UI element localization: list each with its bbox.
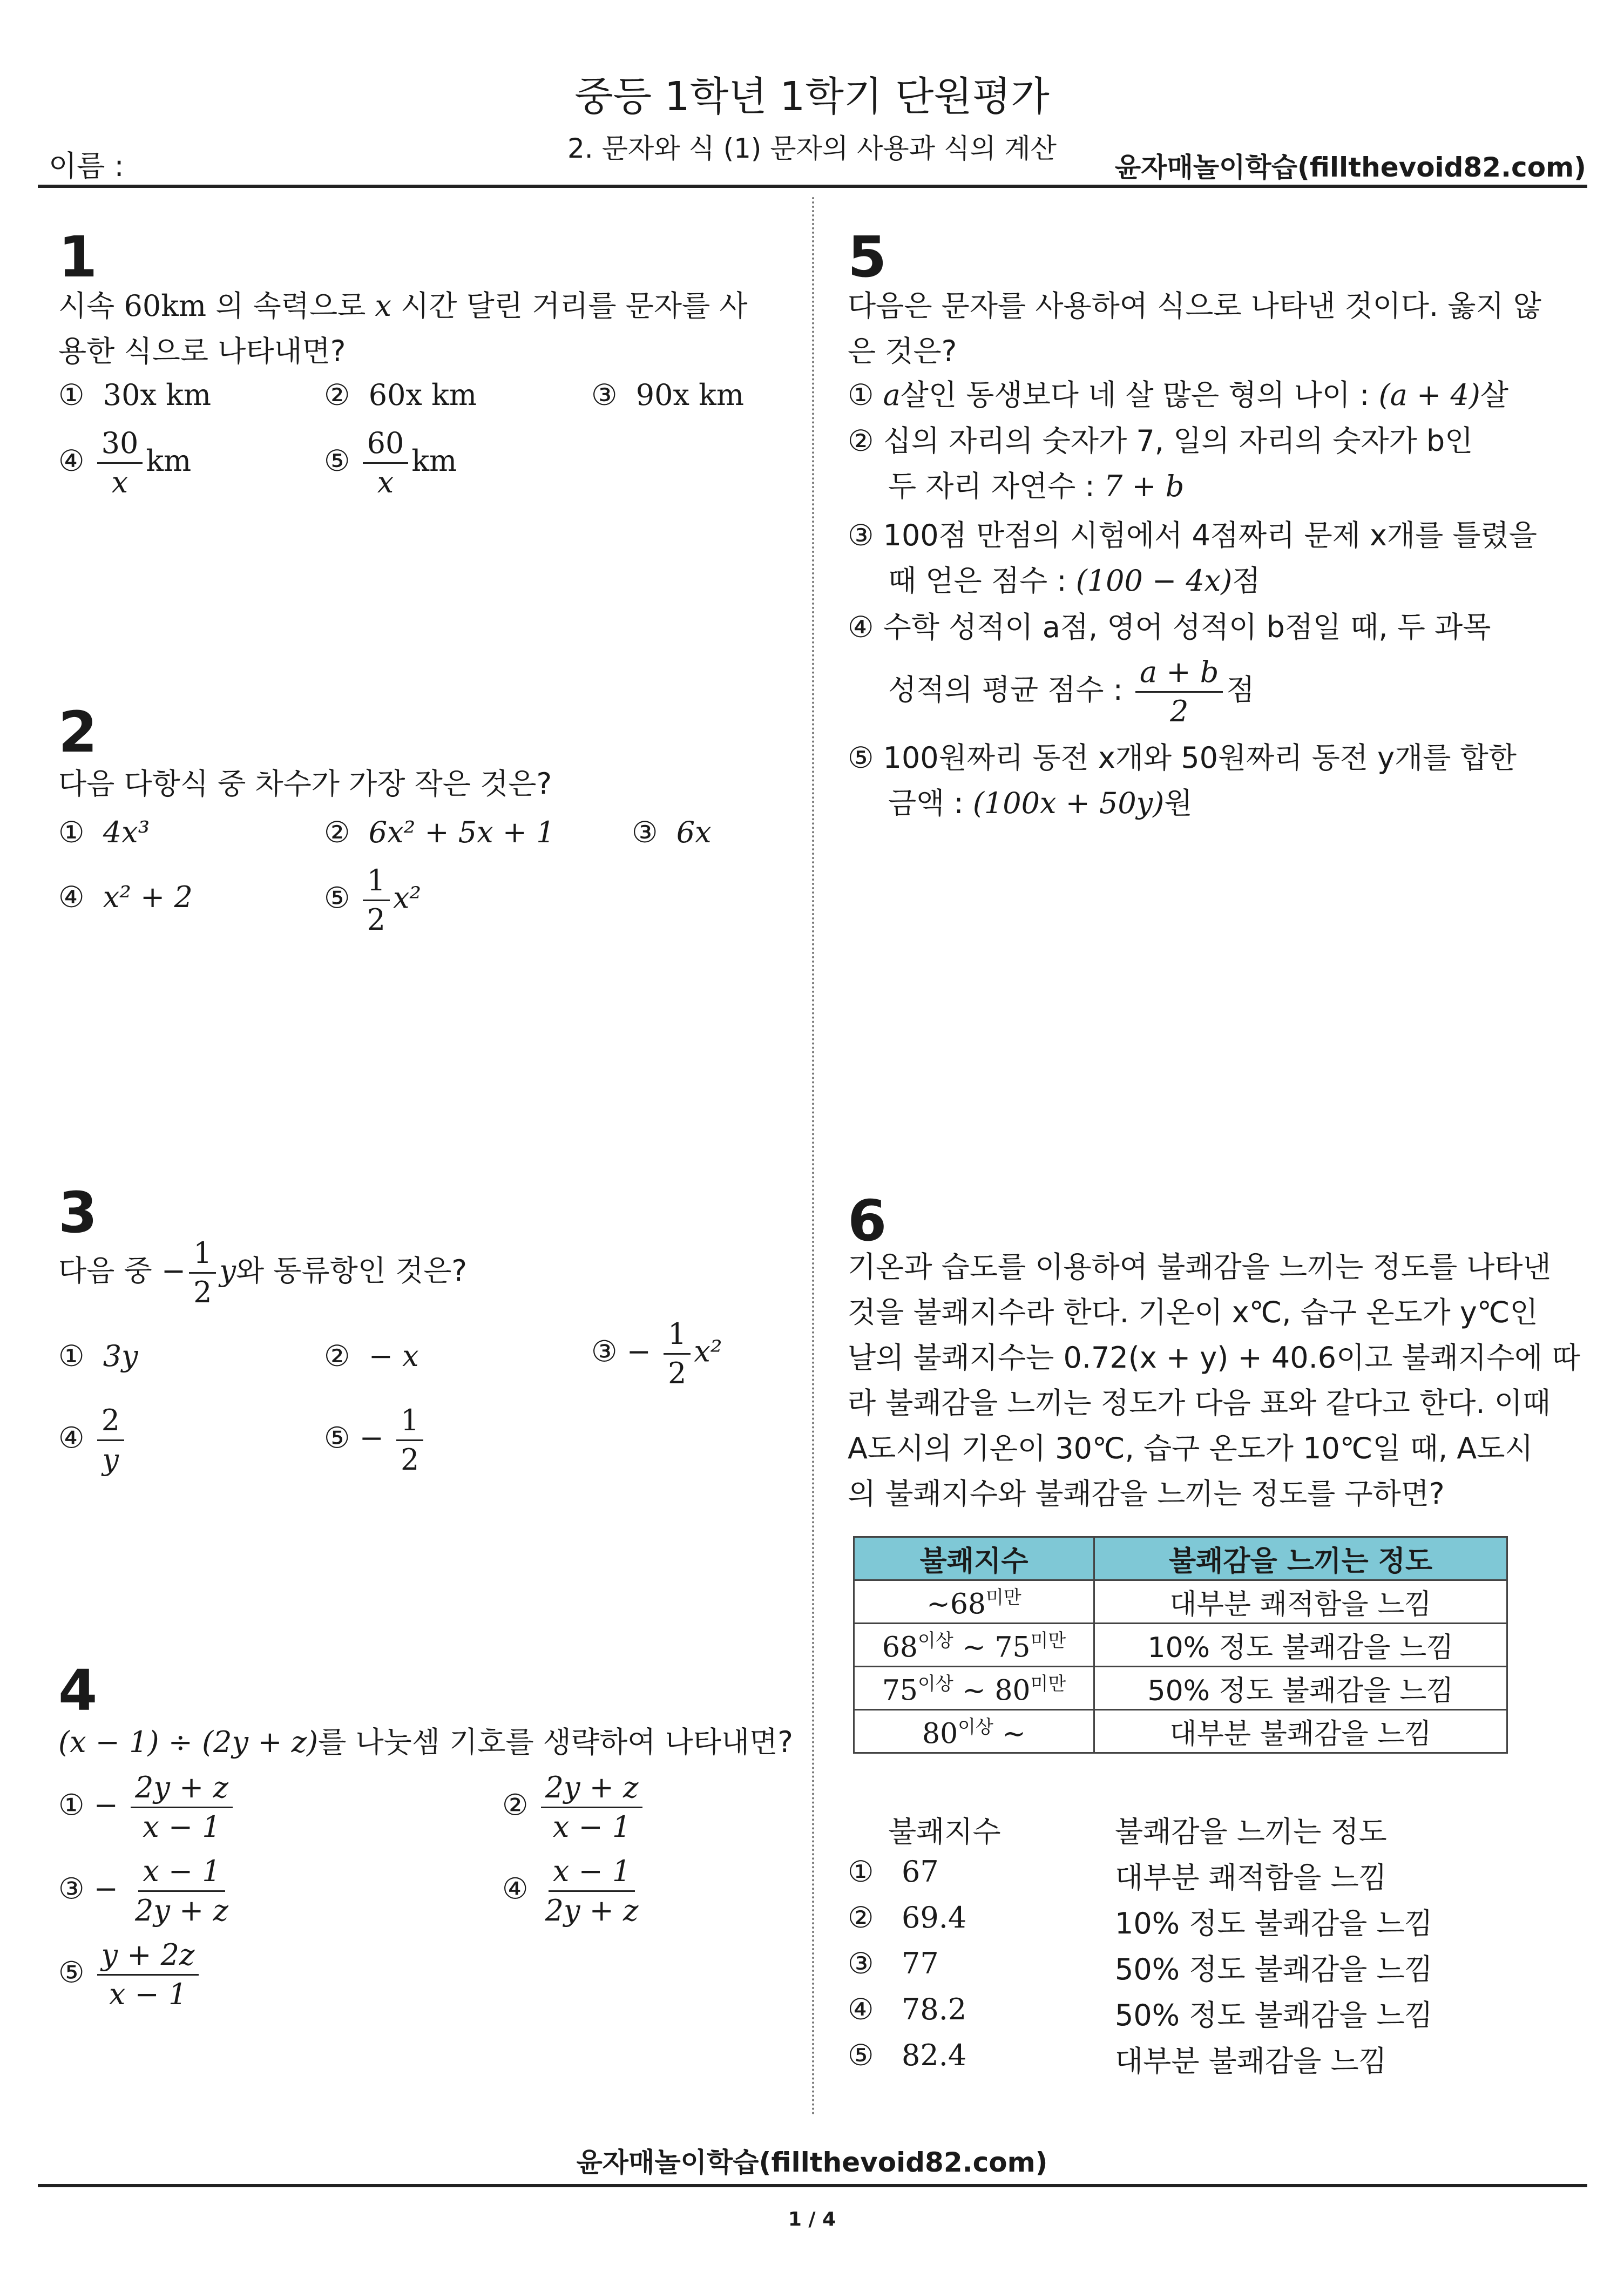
q4-option-1[interactable]: ① − $\frac{2y + z}{x - 1}$ — [58, 1771, 236, 1844]
brand-header: 윤자매놀이학습(fillthevoid82.com) — [1114, 152, 1586, 183]
question-2-text: 다음 다항식 중 차수가 가장 작은 것은? — [58, 767, 552, 801]
question-6-text: 기온과 습도를 이용하여 불쾌감을 느끼는 정도를 나타낸 것을 불쾌지수라 한다. 기온이 x℃, 습구 온도가 y℃인 날의 불쾌지수는 0.72(x + y) + 40.6이고 불쾌지수에 따 라 불쾌감을 느끼는 정도가 다음 표와 같다고 한다. 이때 A도시의 기온이 30℃, 습구 온도가 10℃일 때, A도시 의 불쾌지수와 불쾌감을 느끼는 정도를 구하면? — [848, 1250, 1580, 1511]
question-4-number: 4 — [58, 1658, 98, 1723]
column-divider — [812, 197, 814, 2117]
q4-option-3[interactable]: ③ − $\frac{x - 1}{2y + z}$ — [58, 1854, 228, 1928]
q2-option-1[interactable]: ① 4x³ — [58, 815, 150, 849]
q4-option-2[interactable]: ② $\frac{2y + z}{x - 1}$ — [502, 1771, 646, 1844]
page-number: 1 / 4 — [788, 2208, 836, 2230]
table-row: $75^{이상}$ ~ $80^{미만}$ 50% 정도 불쾌감을 느낌 — [854, 1667, 1507, 1710]
table-row: $68^{이상}$ ~ $75^{미만}$ 10% 정도 불쾌감을 느낌 — [854, 1624, 1507, 1667]
q6-option-4[interactable]: ④ 78.2 50% 정도 불쾌감을 느낌 — [848, 1992, 1433, 2032]
question-1-text: 시속 60km 의 속력으로 x 시간 달린 거리를 문자를 사 용한 식으로 나타내면? — [58, 289, 748, 368]
q1-option-4[interactable]: ④ $\frac{30}{x}$ km — [58, 426, 192, 499]
q3-option-1[interactable]: ① 3y — [58, 1339, 138, 1373]
q5-option-1[interactable]: ① a살인 동생보다 네 살 많은 형의 나이 : (a + 4)살 — [848, 378, 1509, 412]
q3-option-3[interactable]: ③ − $\frac{1}{2}$ x² — [591, 1317, 722, 1390]
q1-option-5[interactable]: ⑤ $\frac{60}{x}$ km — [324, 426, 457, 499]
answer-header-index: 불쾌지수 — [888, 1815, 1001, 1849]
q3-option-2[interactable]: ② − x — [324, 1339, 419, 1373]
table-row: $\sim 68^{미만}$ 대부분 쾌적함을 느낌 — [854, 1580, 1507, 1624]
q6-option-3[interactable]: ③ 77 50% 정도 불쾌감을 느낌 — [848, 1946, 1433, 1986]
q5-option-3[interactable]: ③ 100점 만점의 시험에서 4점짜리 문제 x개를 틀렸을 때 얻은 점수 : (100 − 4x)점 — [848, 518, 1537, 598]
name-label: 이름 : — [49, 149, 124, 183]
question-5-text: 다음은 문자를 사용하여 식으로 나타낸 것이다. 옳지 않 은 것은? — [848, 289, 1541, 368]
question-3-text: 다음 중 − $\frac{1}{2}$ y와 동류항인 것은? — [58, 1236, 468, 1309]
q5-option-5[interactable]: ⑤ 100원짜리 동전 x개와 50원짜리 동전 y개를 합한 금액 : (100x + 50y)원 — [848, 741, 1517, 820]
table-header-degree: 불쾌감을 느끼는 정도 — [1094, 1537, 1507, 1580]
discomfort-index-table — [853, 1536, 1508, 1754]
q4-option-4[interactable]: ④ $\frac{x - 1}{2y + z}$ — [502, 1854, 639, 1928]
q6-option-2[interactable]: ② 69.4 10% 정도 불쾌감을 느낌 — [848, 1901, 1433, 1941]
q2-option-4[interactable]: ④ x² + 2 — [58, 880, 193, 914]
table-row: $80^{이상}$ ~ 대부분 불쾌감을 느낌 — [854, 1710, 1507, 1753]
q1-option-1[interactable]: ① 30x km — [58, 378, 212, 412]
question-4-text: (x − 1) ÷ (2y + z)를 나눗셈 기호를 생략하여 나타내면? — [58, 1725, 793, 1759]
q1-option-3[interactable]: ③ 90x km — [591, 378, 745, 412]
table-header-index: 불쾌지수 — [854, 1537, 1094, 1580]
footer-rule — [38, 2184, 1587, 2187]
q2-option-2[interactable]: ② 6x² + 5x + 1 — [324, 815, 555, 849]
q2-option-3[interactable]: ③ 6x — [632, 815, 712, 849]
question-2-number: 2 — [58, 699, 98, 765]
q6-option-5[interactable]: ⑤ 82.4 대부분 불쾌감을 느낌 — [848, 2038, 1387, 2078]
q4-option-5[interactable]: ⑤ $\frac{y + 2z}{x - 1}$ — [58, 1938, 202, 2011]
q6-option-1[interactable]: ① 67 대부분 쾌적함을 느낌 — [848, 1855, 1387, 1895]
answer-header-degree: 불쾌감을 느끼는 정도 — [1115, 1815, 1387, 1849]
q1-option-2[interactable]: ② 60x km — [324, 378, 477, 412]
question-6-number: 6 — [848, 1188, 887, 1254]
brand-footer: 윤자매놀이학습(fillthevoid82.com) — [576, 2147, 1048, 2178]
q3-option-4[interactable]: ④ $\frac{2}{y}$ — [58, 1404, 127, 1477]
q2-option-5[interactable]: ⑤ $\frac{1}{2}$ x² — [324, 863, 422, 937]
question-5-number: 5 — [848, 224, 887, 290]
header-rule — [38, 185, 1587, 188]
page-title: 중등 1학년 1학기 단원평가 — [574, 73, 1050, 120]
q5-option-2[interactable]: ② 십의 자리의 숫자가 7, 일의 자리의 숫자가 b인 두 자리 자연수 : 7 + b — [848, 424, 1473, 503]
q3-option-5[interactable]: ⑤ − $\frac{1}{2}$ — [324, 1404, 427, 1477]
question-3-number: 3 — [58, 1180, 98, 1246]
q5-option-4[interactable]: ④ 수학 성적이 a점, 영어 성적이 b점일 때, 두 과목 성적의 평균 점수 : $\frac{a + b}{2}$ 점 — [848, 610, 1491, 728]
page-subtitle: 2. 문자와 식 (1) 문자의 사용과 식의 계산 — [567, 133, 1057, 164]
question-1-number: 1 — [58, 224, 98, 290]
